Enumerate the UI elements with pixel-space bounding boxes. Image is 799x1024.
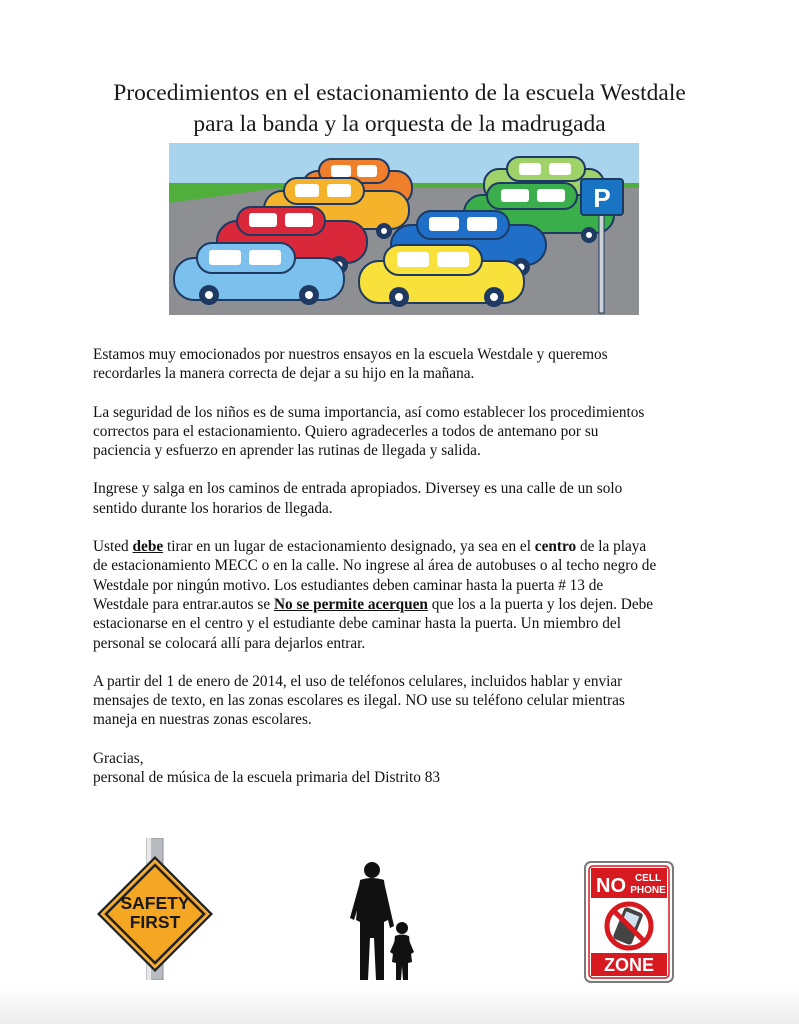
emphasis-debe: debe [132, 538, 164, 556]
paragraph-safety [93, 403, 733, 461]
text-line: estacionarse en el centro y el estudiante debe caminar hasta la puerta. Un miembro del [93, 615, 621, 633]
text-line: mensajes de texto, en las zonas escolares es ilegal. NO use su teléfono celular mientras [93, 692, 625, 710]
sign-cell-text: CELL [634, 873, 662, 884]
parking-lot-illustration [169, 143, 639, 315]
text-line: de estacionamiento MECC o en la calle. No ingrese al área de autobuses o al techo negro de [93, 557, 657, 575]
text-line [93, 538, 646, 555]
text-line: paciencia y esfuerzo en aprender las rutinas de llegada y salida. [93, 442, 481, 460]
text-run: Usted [93, 538, 133, 556]
emphasis-centro: centro [534, 538, 577, 556]
title-line-2: para la banda y la orquesta de la madrugada [193, 111, 606, 137]
text-run: Westdale para entrar.autos se [93, 595, 274, 613]
text-line: Estamos muy emocionados por nuestros ensayos en la escuela Westdale y queremos [93, 346, 608, 363]
paragraph-entrances [93, 479, 733, 518]
text-line: Ingrese y salga en los caminos de entrada apropiados. Diversey es una calle de un solo [93, 480, 623, 498]
emphasis-no-se-permite: No se permite acerquen [273, 595, 428, 613]
text-run: que los a la puerta y los dejen. Debe [427, 595, 654, 613]
text-line: sentido durante los horarios de llegada. [93, 499, 333, 517]
paragraph-intro [93, 345, 733, 384]
title-line-1: Procedimientos en el estacionamiento de la escuela Westdale [113, 80, 686, 106]
sign-no-text: NO [596, 875, 626, 897]
sign-zone-text: ZONE [603, 955, 655, 975]
text-line: La seguridad de los niños es de suma importancia, así como establecer los procedimientos [93, 403, 645, 421]
paragraph-parking-rules [93, 537, 733, 653]
text-run: tirar en un lugar de estacionamiento designado, ya sea en el [163, 538, 535, 556]
closing-signature: personal de música de la escuela primaria del Distrito 83 [93, 769, 441, 787]
letter-body [93, 345, 733, 806]
text-line: Westdale por ningún motivo. Los estudiantes deben caminar hasta la puerta # 13 de [93, 576, 604, 594]
text-line: personal se colocará allí para dejarlos entrar. [93, 634, 366, 652]
safety-first-sign-icon [94, 838, 216, 980]
closing-thanks: Gracias, [93, 749, 144, 767]
paragraph-cell-phones [93, 672, 733, 730]
text-line: maneja en nuestras zonas escolares. [93, 711, 312, 729]
text-line: A partir del 1 de enero de 2014, el uso de teléfonos celulares, incluidos hablar y enviar [93, 672, 623, 690]
no-cell-phone-zone-sign-icon [584, 861, 674, 983]
closing [93, 749, 733, 788]
text-line: recordarles la manera correcta de dejar a su hijo en la mañana. [93, 365, 475, 383]
page-bottom-shadow [0, 988, 799, 1024]
page-title [60, 78, 739, 140]
text-line: correctos para el estacionamiento. Quiero agradecerles a todos de antemano por su [93, 422, 599, 440]
text-run: de la playa [576, 538, 647, 556]
safety-sign-line-1: SAFETY [120, 893, 190, 913]
parking-sign-letter: P [593, 183, 611, 213]
text-line [93, 596, 653, 613]
safety-sign-line-2: FIRST [129, 912, 181, 932]
sign-phone-text: PHONE [630, 885, 666, 896]
parent-and-child-icon [340, 860, 420, 984]
